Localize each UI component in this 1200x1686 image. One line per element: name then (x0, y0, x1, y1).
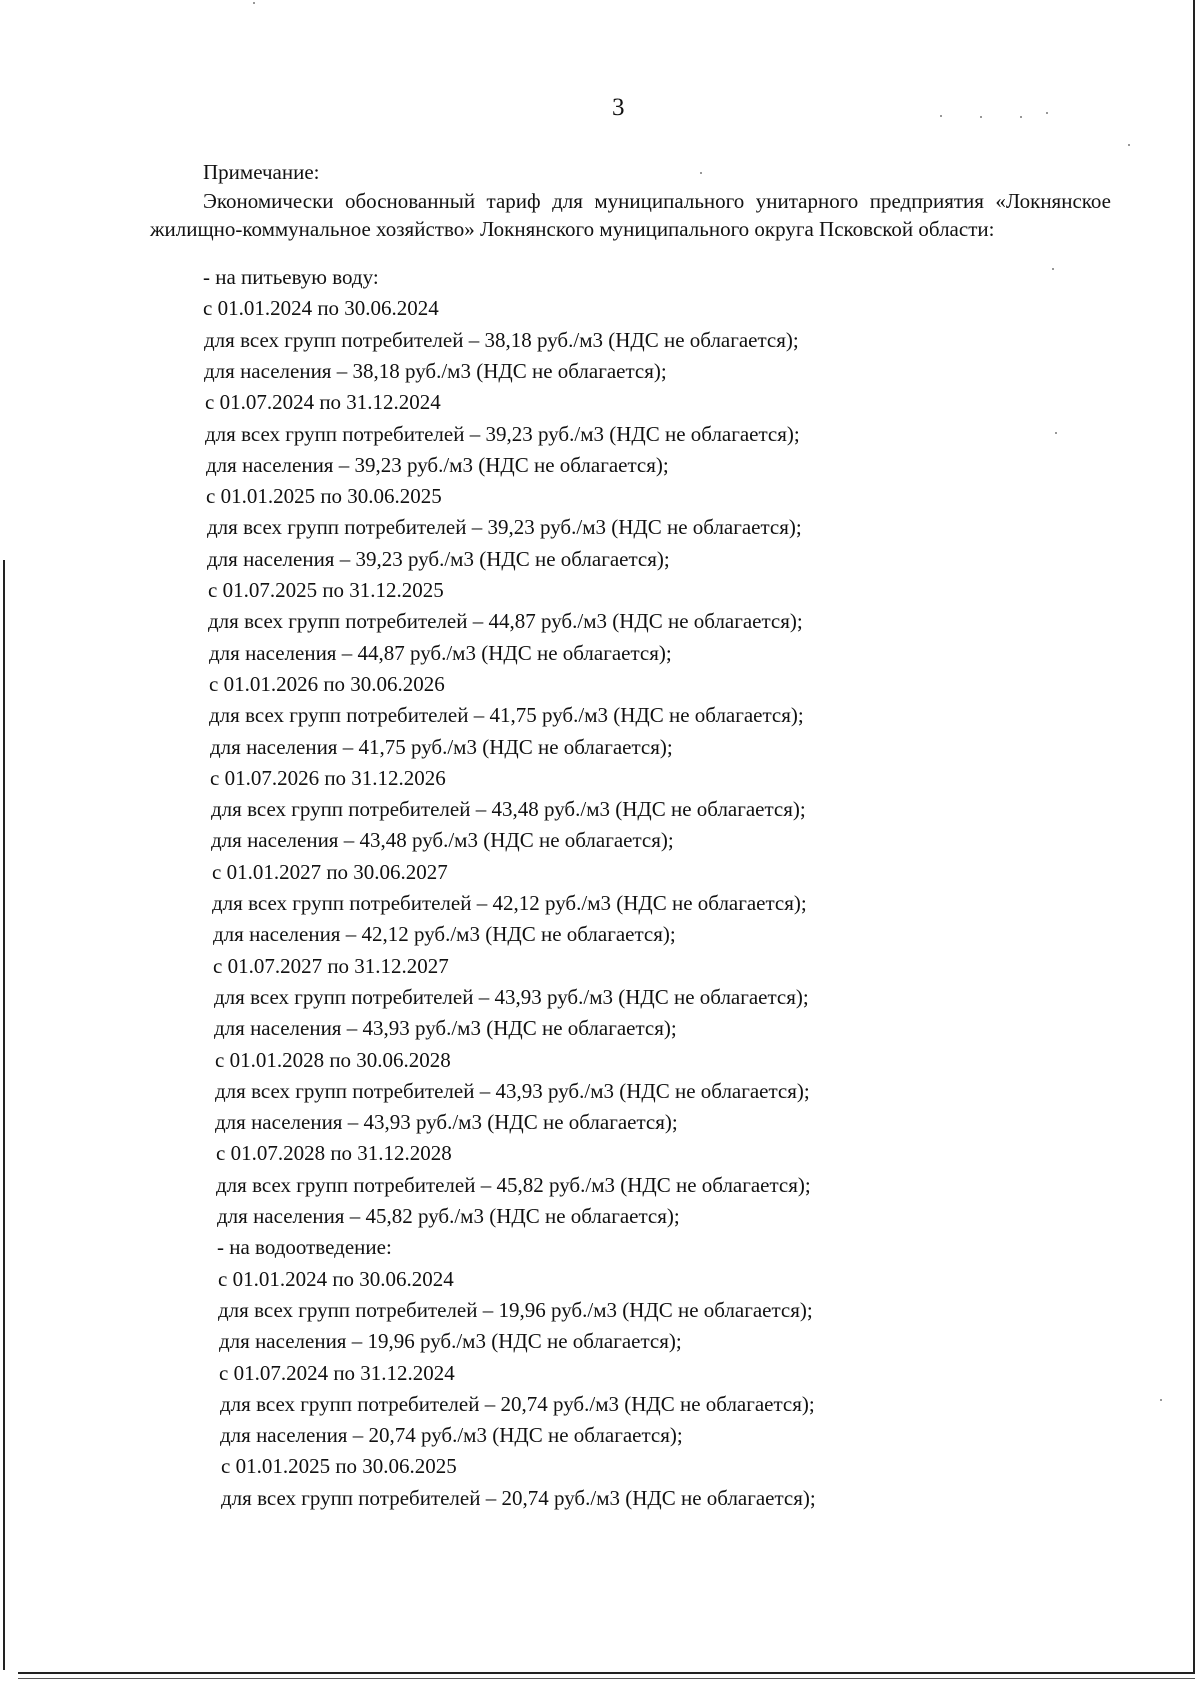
line-all-consumers: для всех групп потребителей – 38,18 руб./м3 (НДС не облагается); (204, 328, 799, 352)
line-period: с 01.07.2025 по 31.12.2025 (208, 578, 444, 602)
note-title: Примечание: (203, 160, 320, 184)
line-population: для населения – 39,23 руб./м3 (НДС не облагается); (206, 453, 669, 477)
line-population: для населения – 20,74 руб./м3 (НДС не облагается); (220, 1423, 683, 1447)
scan-speck (1055, 432, 1057, 434)
line-period: с 01.01.2026 по 30.06.2026 (209, 672, 445, 696)
line-water-heading: - на питьевую воду: (203, 265, 379, 289)
line-period: с 01.07.2024 по 31.12.2024 (205, 390, 441, 414)
scan-speck (1020, 116, 1022, 118)
line-all-consumers: для всех групп потребителей – 44,87 руб./м3 (НДС не облагается); (208, 609, 803, 633)
line-population: для населения – 39,23 руб./м3 (НДС не облагается); (207, 547, 670, 571)
line-population: для населения – 43,48 руб./м3 (НДС не облагается); (211, 828, 674, 852)
line-sewage-heading: - на водоотведение: (217, 1235, 392, 1259)
scan-speck (700, 172, 702, 174)
line-population: для населения – 43,93 руб./м3 (НДС не облагается); (214, 1016, 677, 1040)
line-all-consumers: для всех групп потребителей – 20,74 руб./м3 (НДС не облагается); (220, 1392, 815, 1416)
line-population: для населения – 19,96 руб./м3 (НДС не облагается); (219, 1329, 682, 1353)
line-period: с 01.01.2025 по 30.06.2025 (221, 1454, 457, 1478)
line-period: с 01.07.2024 по 31.12.2024 (219, 1361, 455, 1385)
intro-paragraph: Экономически обоснованный тариф для муниципального унитарного предприятия «Локнянское жилищно-коммунальное хозяйство» Локнянского муниципального округа Псковской области: (150, 189, 1111, 241)
line-all-consumers: для всех групп потребителей – 43,93 руб./м3 (НДС не облагается); (214, 985, 809, 1009)
line-period: с 01.07.2028 по 31.12.2028 (216, 1141, 452, 1165)
line-population: для населения – 42,12 руб./м3 (НДС не облагается); (213, 922, 676, 946)
line-population: для населения – 44,87 руб./м3 (НДС не облагается); (209, 641, 672, 665)
line-population: для населения – 43,93 руб./м3 (НДС не облагается); (215, 1110, 678, 1134)
line-period: с 01.07.2026 по 31.12.2026 (210, 766, 446, 790)
line-all-consumers: для всех групп потребителей – 45,82 руб./м3 (НДС не облагается); (216, 1173, 811, 1197)
scan-speck (1052, 268, 1054, 270)
line-all-consumers: для всех групп потребителей – 42,12 руб./м3 (НДС не облагается); (212, 891, 807, 915)
line-all-consumers: для всех групп потребителей – 41,75 руб./м3 (НДС не облагается); (209, 703, 804, 727)
line-period: с 01.01.2027 по 30.06.2027 (212, 860, 448, 884)
line-period: с 01.07.2027 по 31.12.2027 (213, 954, 449, 978)
line-period: с 01.01.2028 по 30.06.2028 (215, 1048, 451, 1072)
scan-speck (1160, 1399, 1162, 1401)
line-all-consumers: для всех групп потребителей – 19,96 руб./м3 (НДС не облагается); (218, 1298, 813, 1322)
line-population: для населения – 45,82 руб./м3 (НДС не облагается); (217, 1204, 680, 1228)
line-all-consumers: для всех групп потребителей – 39,23 руб./м3 (НДС не облагается); (205, 422, 800, 446)
line-all-consumers: для всех групп потребителей – 39,23 руб./м3 (НДС не облагается); (207, 515, 802, 539)
scan-speck (253, 2, 255, 4)
line-all-consumers: для всех групп потребителей – 43,48 руб./м3 (НДС не облагается); (211, 797, 806, 821)
scan-speck (1046, 112, 1048, 114)
scan-speck (980, 116, 982, 118)
page-number: 3 (612, 94, 625, 121)
line-period: с 01.01.2024 по 30.06.2024 (203, 296, 439, 320)
line-all-consumers: для всех групп потребителей – 20,74 руб./м3 (НДС не облагается); (221, 1486, 816, 1510)
scan-speck (940, 115, 942, 117)
line-all-consumers: для всех групп потребителей – 43,93 руб./м3 (НДС не облагается); (215, 1079, 810, 1103)
scan-speck (1128, 144, 1130, 146)
line-population: для населения – 41,75 руб./м3 (НДС не облагается); (210, 735, 673, 759)
line-period: с 01.01.2024 по 30.06.2024 (218, 1267, 454, 1291)
line-population: для населения – 38,18 руб./м3 (НДС не облагается); (204, 359, 667, 383)
line-period: с 01.01.2025 по 30.06.2025 (206, 484, 442, 508)
